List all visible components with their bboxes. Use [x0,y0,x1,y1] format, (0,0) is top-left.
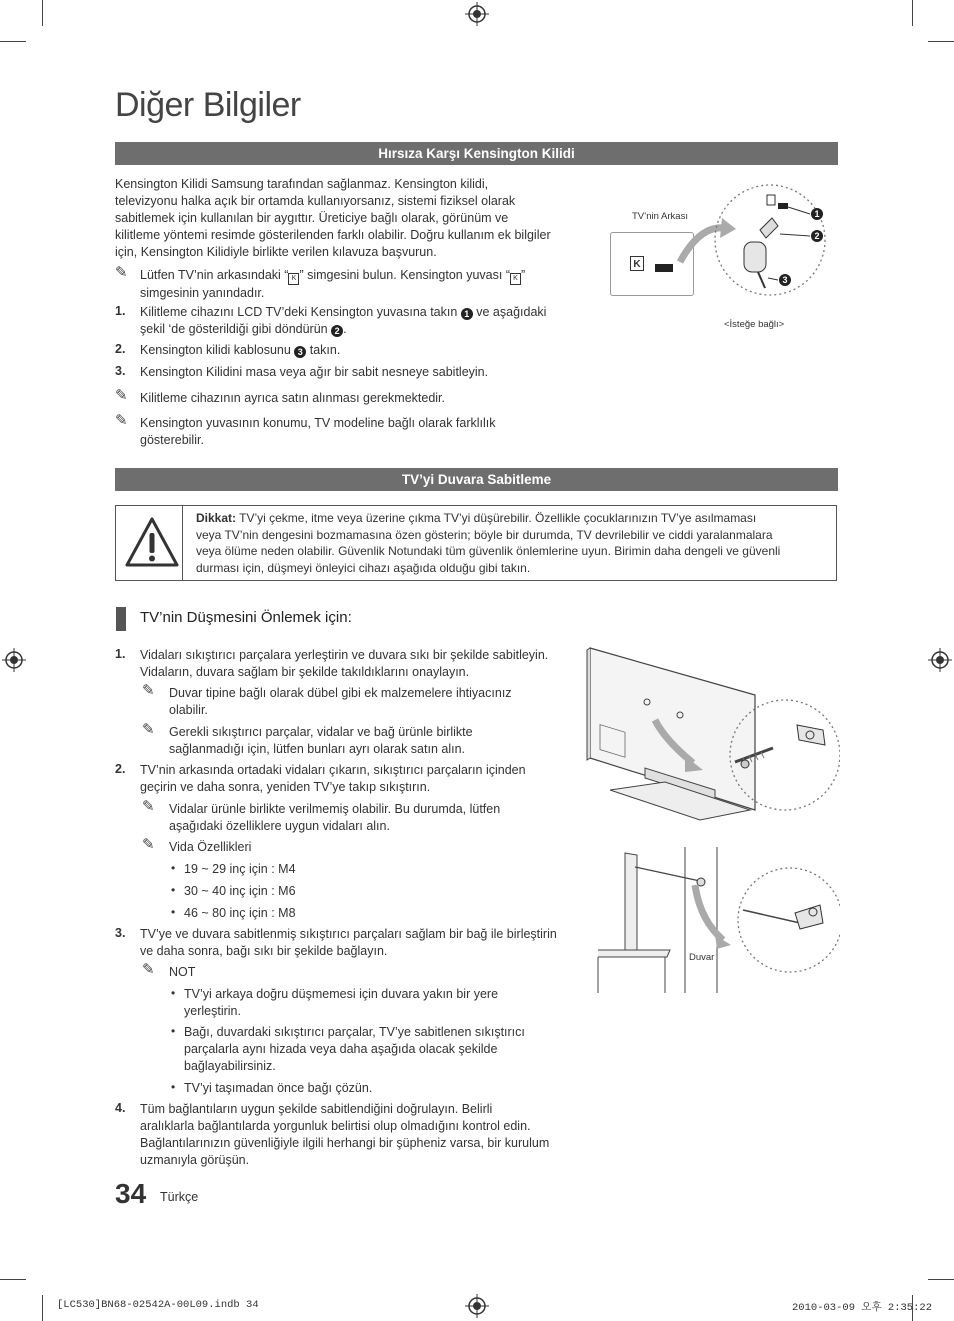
footer-file-info: [LC530]BN68-02542A-00L09.indb 34 [57,1299,259,1311]
spec-item: 19 ~ 29 inç için : M4 [184,862,296,876]
callout-3-icon: 3 [294,346,306,358]
note-pencil-icon: ✎ [115,387,128,404]
step-number: 1. [115,647,126,661]
bullet-dot: • [171,986,176,1000]
tv-wall-strap-illustration [595,845,840,995]
wall-step-3: TV’ye ve duvara sabitlenmiş sıkıştırıcı parçaları sağlam bir bağ ile birleştirin ve daha sonra, bağı sıkı bir şekilde bağlayın. [140,927,557,958]
kensington-symbol-icon: K [510,273,521,285]
note-pencil-icon: ✎ [142,682,155,699]
wall-step-1-note-1: Duvar tipine bağlı olarak dübel gibi ek malzemelere ihtiyacınız olabilir. [169,686,512,717]
registration-mark-icon [2,648,26,672]
note-pencil-icon: ✎ [142,836,155,853]
intro-line: televizyonu halka açık bir ortamda kullanıyorsanız, sistemi fiziksel olarak [115,194,516,208]
registration-mark-icon [465,1294,489,1318]
note-bullet: TV’yi taşımadan önce bağı çözün. [184,1081,373,1095]
note-pencil-icon: ✎ [142,798,155,815]
note-pencil-icon: ✎ [142,961,155,978]
note-lock-purchase: Kilitleme cihazının ayrıca satın alınması gerekmektedir. [140,391,445,405]
registration-mark-icon [928,648,952,672]
page-number: 34 [115,1178,147,1209]
callout-1-icon: 1 [461,308,473,320]
wall-step-1-note-2: Gerekli sıkıştırıcı parçalar, vidalar ve bağ ürünle birlikte sağlanmadığı için, lütfen bunları ayrı olarak satın alın. [169,725,473,756]
label-optional: <İsteğe bağlı> [724,319,785,330]
intro-line: kilitleme yöntemi resimde gösterilenden farklı olabilir. Doğru kullanım ek bilgiler [115,228,551,242]
wall-step-2-note-1: Vidalar ürünle birlikte verilmemiş olabilir. Bu durumda, lütfen aşağıdaki özelliklere uygun vidaları alın. [169,802,501,833]
intro-line: sabitlemek için kullanılan bir aygıttır. Üreticiye bağlı olarak, görünüm ve [115,211,509,225]
bullet-dot: • [171,883,176,897]
step-number: 2. [115,762,126,776]
wall-step-2: TV’nin arkasında ortadaki vidaları çıkarın, sıkıştırıcı parçaların içinden geçirin ve daha sonra, yeniden TV’ye takıp sıkıştırın. [140,763,526,794]
step-number: 3. [115,364,126,378]
bullet-dot: • [171,905,176,919]
kensington-intro [115,176,565,261]
spec-item: 46 ~ 80 inç için : M8 [184,906,296,920]
step-number: 1. [115,304,126,318]
footer-timestamp: 2010-03-09 오후 2:35:22 [792,1302,933,1314]
wall-step-3-note-label: NOT [169,965,196,979]
page-language: Türkçe [160,1190,199,1204]
intro-line: için, Kensington Kilidiyle birlikte verilen kılavuza başvurun. [115,245,437,259]
step-number: 2. [115,342,126,356]
note-slot-location: Kensington yuvasının konumu, TV modeline bağlı olarak farklılık gösterebilir. [140,416,496,447]
crop-mark [0,1279,26,1280]
kensington-step-2: Kensington kilidi kablosunu 3 takın. [140,343,341,357]
wall-step-4: Tüm bağlantıların uygun şekilde sabitlendiğini doğrulayın. Belirli aralıklarla bağlantılarda yorgunluk belirtisi olup olmadığını kontrol edin. Bağlantılarınızın güvenliğiyle ilgili herhangi bir şüpheniz varsa, bir kurulum uzmanıyla görüşün. [140,1102,550,1167]
note-bullet: Bağı, duvardaki sıkıştırıcı parçalar, TV’ye sabitlenen sıkıştırıcı parçalarla aynı hizada veya daha aşağıda olacak şekilde bağlayabilirsiniz. [184,1025,525,1073]
crop-mark [928,41,954,42]
bullet-dot: • [171,1024,176,1038]
step-number: 4. [115,1101,126,1115]
kensington-step-1: Kilitleme cihazını LCD TV’deki Kensington yuvasına takın 1 ve aşağıdaki şekil ‘de gösterildiği gibi döndürün 2 . [140,305,547,336]
kensington-k-icon: K [630,256,644,271]
kensington-symbol-icon: K [288,273,299,285]
subheading-marker [116,607,126,631]
tv-back-illustration [585,640,840,825]
page-title: Diğer Bilgiler [115,86,301,124]
note-bullet: TV’yi arkaya doğru düşmemesi için duvara yakın bir yere yerleştirin. [184,987,499,1018]
note-pencil-icon: ✎ [115,264,128,281]
intro-line: Kensington Kilidi Samsung tarafından sağlanmaz. Kensington kilidi, [115,177,489,191]
spec-item: 30 ~ 40 inç için : M6 [184,884,296,898]
crop-mark [928,1279,954,1280]
crop-mark [42,0,43,26]
note-kensington-slot: Lütfen TV’nin arkasındaki “ K ” simgesini bulun. Kensington yuvası “ K ” simgesinin yanındadır. [140,268,526,300]
note-pencil-icon: ✎ [115,412,128,429]
subheading-prevent-falling: TV’nin Düşmesini Önlemek için: [140,609,352,626]
crop-mark [42,1295,43,1321]
step-number: 3. [115,926,126,940]
kensington-lock-illustration [640,180,840,320]
warning-divider [182,506,183,580]
callout-2-icon: 2 [331,325,343,337]
wall-step-1: Vidaları sıkıştırıcı parçalara yerleştirin ve duvara sıkı bir şekilde sabitleyin. Vidaların, duvara sağlam bir şekilde takıldıklarını onaylayın. [140,648,549,679]
callout-1-icon: 1 [811,208,823,220]
warning-triangle-icon [124,516,180,568]
label-wall: Duvar [689,952,715,963]
section-heading-kensington: Hırsıza Karşı Kensington Kilidi [115,142,838,165]
note-pencil-icon: ✎ [142,721,155,738]
registration-mark-icon [465,2,489,26]
crop-mark [912,0,913,26]
callout-3-icon: 3 [779,274,791,286]
bullet-dot: • [171,861,176,875]
section-heading-wall-mount: TV’yi Duvara Sabitleme [115,468,838,491]
wall-step-2-note-2: Vida Özellikleri [169,840,252,854]
callout-2-icon: 2 [811,230,823,242]
kensington-step-3: Kensington Kilidini masa veya ağır bir sabit nesneye sabitleyin. [140,365,489,379]
crop-mark [0,41,26,42]
label-tv-back: TV’nin Arkası [632,211,688,222]
bullet-dot: • [171,1080,176,1094]
warning-text: Dikkat: TV’yi çekme, itme veya üzerine çıkma TV’yi düşürebilir. Özellikle çocuklarınızın TV’ye asılmaması veya TV’nin dengesini bozmamasına özen gösterin; böyle bir durumda, TV devrilebilir ve ciddi yaralanmalara veya ölüme neden olabilir. Güvenlik Notundaki tüm güvenlik önlemlerine uyun. Birimin daha dengeli ve güvenli durması için, düşmeyi önleyici cihazı aşağıda olduğu gibi takın. [196,511,781,575]
